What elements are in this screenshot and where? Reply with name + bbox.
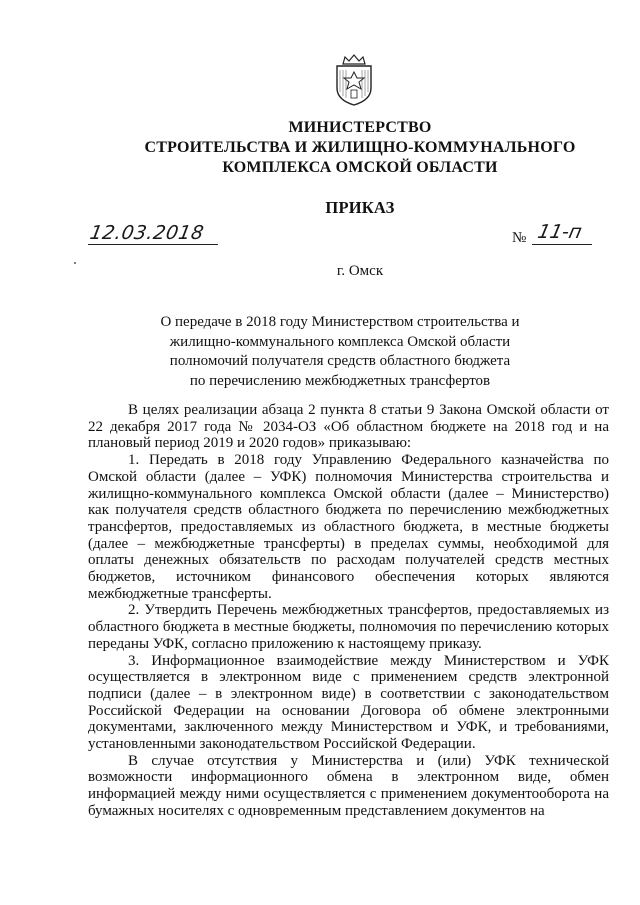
scan-speck bbox=[74, 262, 76, 264]
ministry-full-name: СТРОИТЕЛЬСТВА И ЖИЛИЩНО-КОММУНАЛЬНОГО bbox=[144, 139, 576, 156]
city-name: г. Омск bbox=[336, 263, 384, 279]
body-paragraph-item-2: 2. Утвердить Перечень межбюджетных трансфертов, предоставляемых из областного бюджета в местные бюджеты, полномочия по перечислению которых переданы УФК, согласно приложению к настоящему приказу. bbox=[88, 602, 609, 652]
ministry-complex-name: КОМПЛЕКСА ОМСКОЙ ОБЛАСТИ bbox=[222, 159, 498, 176]
subject-line: О передаче в 2018 году Министерством строительства и bbox=[160, 314, 520, 330]
body-paragraph-preamble: В целях реализации абзаца 2 пункта 8 статьи 9 Закона Омской области от 22 декабря 2017 года № 2034-ОЗ «Об областном бюджете на 2018 год и на плановый период 2019 и 2020 годов» приказываю: bbox=[88, 402, 609, 452]
ministry-heading: МИНИСТЕРСТВО bbox=[288, 119, 432, 136]
number-field bbox=[532, 222, 592, 245]
body-paragraph-item-3-continued: В случае отсутствия у Министерства и (или) УФК технической возможности информационного обмена в электронном виде, обмен информацией между ними осуществляется с применением документооборота на бумажных носителях с одновременным представлением документов на bbox=[88, 752, 609, 819]
date-field bbox=[88, 222, 218, 245]
omsk-coat-of-arms-icon bbox=[331, 54, 377, 106]
order-subject bbox=[110, 313, 570, 391]
body-paragraph-item-1: 1. Передать в 2018 году Управлению Федерального казначейства по Омской области (далее – УФК) полномочия Министерства строительства и жилищно-коммунального комплекса Омской области (далее – Министерство) как получателя средств областного бюджета по перечислению межбюджетных трансфертов, предоставляемых из областного бюджета, в местные бюджеты (далее – межбюджетные трансферты) в пределах суммы, необходимой для оплаты денежных обязательств по расходам получателей средств местных бюджетов, источником финансового обеспечения которых являются межбюджетные трансферты. bbox=[88, 452, 609, 602]
number-label: № bbox=[512, 230, 527, 246]
body-paragraph-item-3: 3. Информационное взаимодействие между Министерством и УФК осуществляется в электронном виде с применением средств электронной подписи (далее – в электронном виде) в соответствии с законодательством Российской Федерации на основании Договора об обмене электронными документами, заключенного между Министерством и УФК, и требованиями, установленными законодательством Российской Федерации. bbox=[88, 652, 609, 753]
document-type-title: ПРИКАЗ bbox=[325, 198, 395, 217]
subject-line: жилищно-коммунального комплекса Омской области bbox=[169, 333, 511, 350]
order-body bbox=[88, 402, 609, 820]
handwritten-date: 12.03.2018 bbox=[88, 222, 206, 244]
handwritten-number: 11-п bbox=[535, 221, 584, 243]
subject-line: по перечислению межбюджетных трансфертов bbox=[189, 372, 491, 389]
subject-line: полномочий получателя средств областного бюджета bbox=[169, 353, 511, 369]
